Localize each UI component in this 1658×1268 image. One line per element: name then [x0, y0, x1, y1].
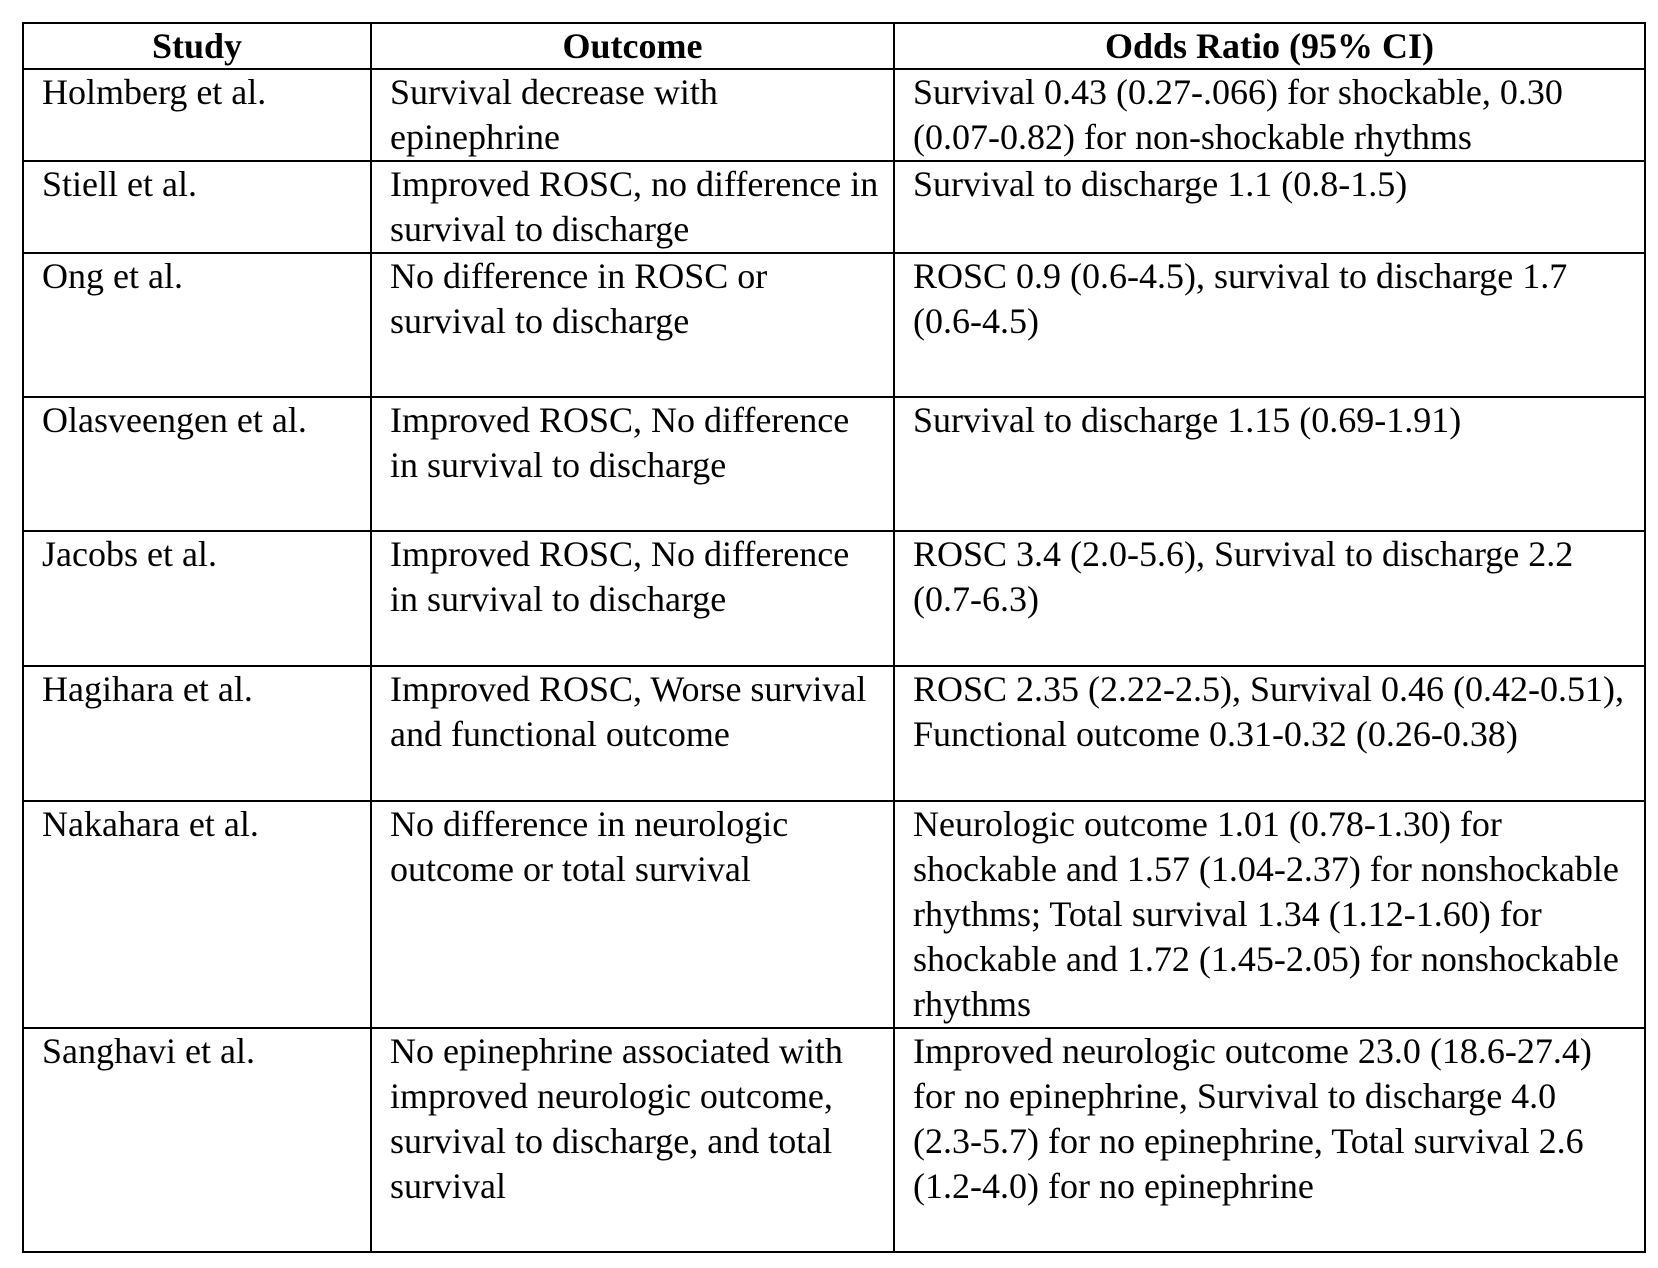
- odds-ratio-cell: Survival to discharge 1.15 (0.69-1.91): [894, 397, 1645, 531]
- outcome-cell: Improved ROSC, Worse survival and functional outcome: [371, 666, 894, 801]
- outcome-cell: No difference in ROSC or survival to discharge: [371, 253, 894, 397]
- odds-ratio-table: [22, 22, 1646, 1253]
- study-cell: Holmberg et al.: [23, 69, 371, 161]
- odds-ratio-cell: ROSC 3.4 (2.0-5.6), Survival to discharge 2.2 (0.7-6.3): [894, 531, 1645, 666]
- table-row: [23, 801, 1645, 1028]
- study-cell: Hagihara et al.: [23, 666, 371, 801]
- table-row: [23, 397, 1645, 531]
- odds-ratio-cell: Improved neurologic outcome 23.0 (18.6-27.4) for no epinephrine, Survival to discharge 4.0 (2.3-5.7) for no epinephrine, Total survival 2.6 (1.2-4.0) for no epinephrine: [894, 1028, 1645, 1252]
- odds-ratio-cell: ROSC 2.35 (2.22-2.5), Survival 0.46 (0.42-0.51), Functional outcome 0.31-0.32 (0.26-0.38): [894, 666, 1645, 801]
- odds-ratio-cell: Survival 0.43 (0.27-.066) for shockable, 0.30 (0.07-0.82) for non-shockable rhythms: [894, 69, 1645, 161]
- outcome-cell: Improved ROSC, No difference in survival to discharge: [371, 531, 894, 666]
- table-row: [23, 161, 1645, 253]
- column-header-outcome: Outcome: [371, 23, 894, 69]
- table-row: [23, 253, 1645, 397]
- study-cell: Stiell et al.: [23, 161, 371, 253]
- column-header-odds-ratio: Odds Ratio (95% CI): [894, 23, 1645, 69]
- table-row: [23, 666, 1645, 801]
- outcome-cell: Improved ROSC, no difference in survival to discharge: [371, 161, 894, 253]
- outcome-cell: No difference in neurologic outcome or total survival: [371, 801, 894, 1028]
- header-row: [23, 23, 1645, 69]
- odds-ratio-cell: Neurologic outcome 1.01 (0.78-1.30) for shockable and 1.57 (1.04-2.37) for nonshockable rhythms; Total survival 1.34 (1.12-1.60) for shockable and 1.72 (1.45-2.05) for nonshockable rhythms: [894, 801, 1645, 1028]
- outcome-cell: Improved ROSC, No difference in survival to discharge: [371, 397, 894, 531]
- study-cell: Ong et al.: [23, 253, 371, 397]
- study-cell: Olasveengen et al.: [23, 397, 371, 531]
- table-row: [23, 1028, 1645, 1252]
- study-cell: Nakahara et al.: [23, 801, 371, 1028]
- study-cell: Sanghavi et al.: [23, 1028, 371, 1252]
- outcome-cell: Survival decrease with epinephrine: [371, 69, 894, 161]
- odds-ratio-cell: Survival to discharge 1.1 (0.8-1.5): [894, 161, 1645, 253]
- column-header-study: Study: [23, 23, 371, 69]
- table-row: [23, 69, 1645, 161]
- study-cell: Jacobs et al.: [23, 531, 371, 666]
- table-row: [23, 531, 1645, 666]
- outcome-cell: No epinephrine associated with improved neurologic outcome, survival to discharge, and total survival: [371, 1028, 894, 1252]
- odds-ratio-cell: ROSC 0.9 (0.6-4.5), survival to discharge 1.7 (0.6-4.5): [894, 253, 1645, 397]
